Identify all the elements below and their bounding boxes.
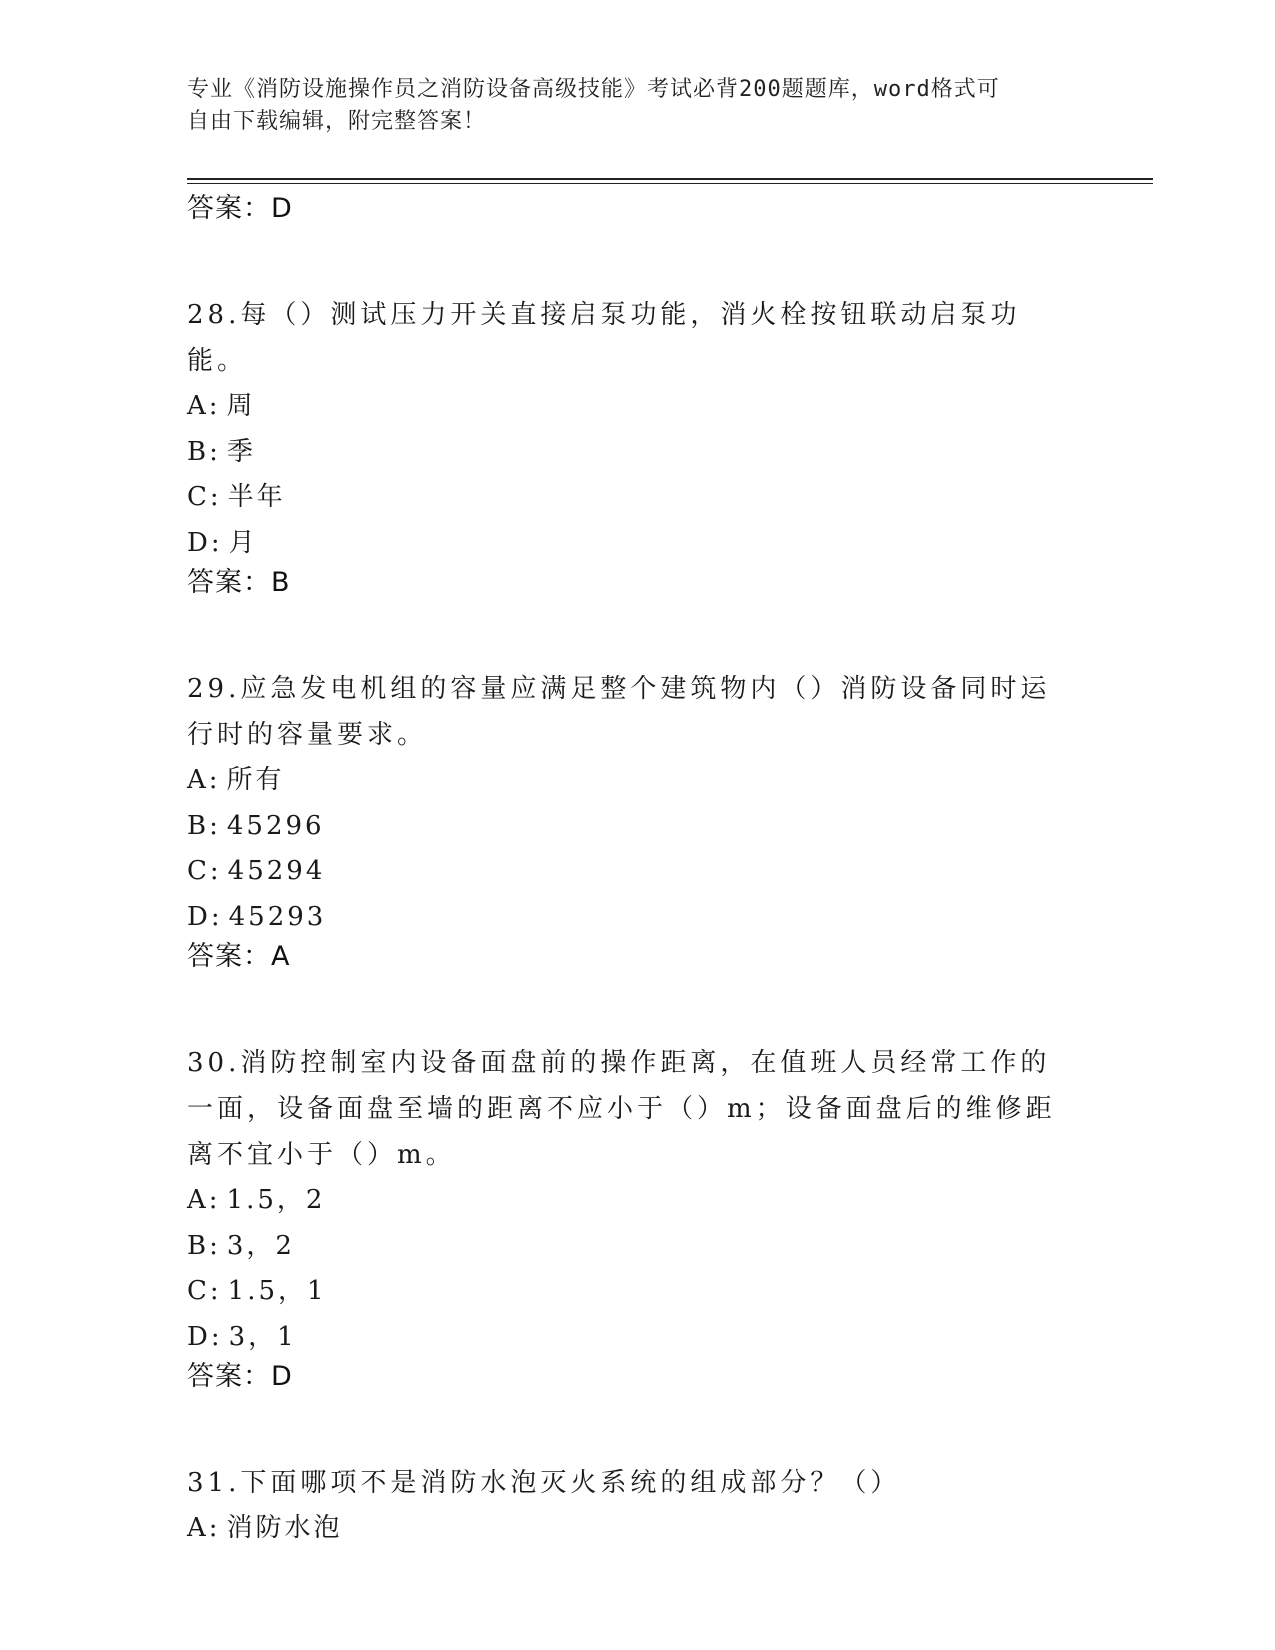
question-28 — [187, 292, 1077, 600]
option-b — [187, 430, 1077, 476]
question-text: 31.下面哪项不是消防水泡灭火系统的组成部分？（） — [187, 1468, 901, 1498]
header-divider-thin — [187, 183, 1153, 184]
answer-label: 答案：D — [187, 1361, 293, 1392]
question-text: 30.消防控制室内设备面盘前的操作距离，在值班人员经常工作的一面，设备面盘至墙的距离不应小于（）m；设备面盘后的维修距离不宜小于（）m。 — [187, 1048, 1056, 1170]
option-value: 45296 — [226, 810, 325, 841]
option-a — [187, 758, 1077, 804]
option-key: D: — [187, 1321, 223, 1352]
option-value: 1.5，1 — [227, 1276, 327, 1306]
option-key: A: — [187, 765, 221, 795]
option-key: C: — [187, 1276, 222, 1306]
option-value: 3，1 — [228, 1321, 297, 1352]
header-line-1: 专业《消防设施操作员之消防设备高级技能》考试必背200题题库，word格式可 — [187, 77, 1000, 102]
option-value: 月 — [228, 527, 258, 558]
answer-label: 答案：A — [187, 941, 291, 972]
option-value: 消防水泡 — [226, 1513, 343, 1543]
question-31 — [187, 1460, 1077, 1552]
question-text: 29.应急发电机组的容量应满足整个建筑物内（）消防设备同时运行时的容量要求。 — [187, 674, 1051, 750]
option-b — [187, 804, 1077, 850]
option-key: C: — [187, 482, 222, 512]
option-value: 周 — [226, 391, 256, 421]
header-line-2: 自由下载编辑，附完整答案！ — [187, 109, 487, 134]
option-key: D: — [187, 901, 223, 932]
option-value: 3，2 — [226, 1230, 295, 1261]
option-key: D: — [187, 527, 223, 558]
option-key: B: — [187, 436, 221, 467]
option-d — [187, 1315, 1077, 1361]
question-29 — [187, 666, 1077, 974]
option-key: B: — [187, 810, 221, 841]
option-value: 45294 — [227, 856, 326, 886]
option-key: B: — [187, 1230, 221, 1261]
option-a — [187, 384, 1077, 430]
option-value: 1.5，2 — [226, 1185, 326, 1215]
question-30 — [187, 1040, 1077, 1394]
option-value: 季 — [226, 436, 256, 467]
document-header — [187, 74, 1067, 138]
question-list — [187, 192, 1077, 1552]
option-value: 45293 — [228, 901, 327, 932]
option-value: 所有 — [226, 765, 285, 795]
option-c — [187, 849, 1077, 895]
option-key: C: — [187, 856, 222, 886]
option-d — [187, 895, 1077, 941]
header-divider-thick — [187, 178, 1153, 180]
option-c — [187, 475, 1077, 521]
option-key: A: — [187, 391, 221, 421]
option-c — [187, 1269, 1077, 1315]
option-b — [187, 1224, 1077, 1270]
question-text: 28.每（）测试压力开关直接启泵功能，消火栓按钮联动启泵功能。 — [187, 300, 1021, 376]
answer-label: 答案：B — [187, 567, 291, 598]
option-d — [187, 521, 1077, 567]
option-a — [187, 1178, 1077, 1224]
option-value: 半年 — [227, 482, 286, 512]
option-a — [187, 1506, 1077, 1552]
option-key: A: — [187, 1185, 221, 1215]
previous-answer: 答案：D — [187, 193, 293, 224]
option-key: A: — [187, 1513, 221, 1543]
